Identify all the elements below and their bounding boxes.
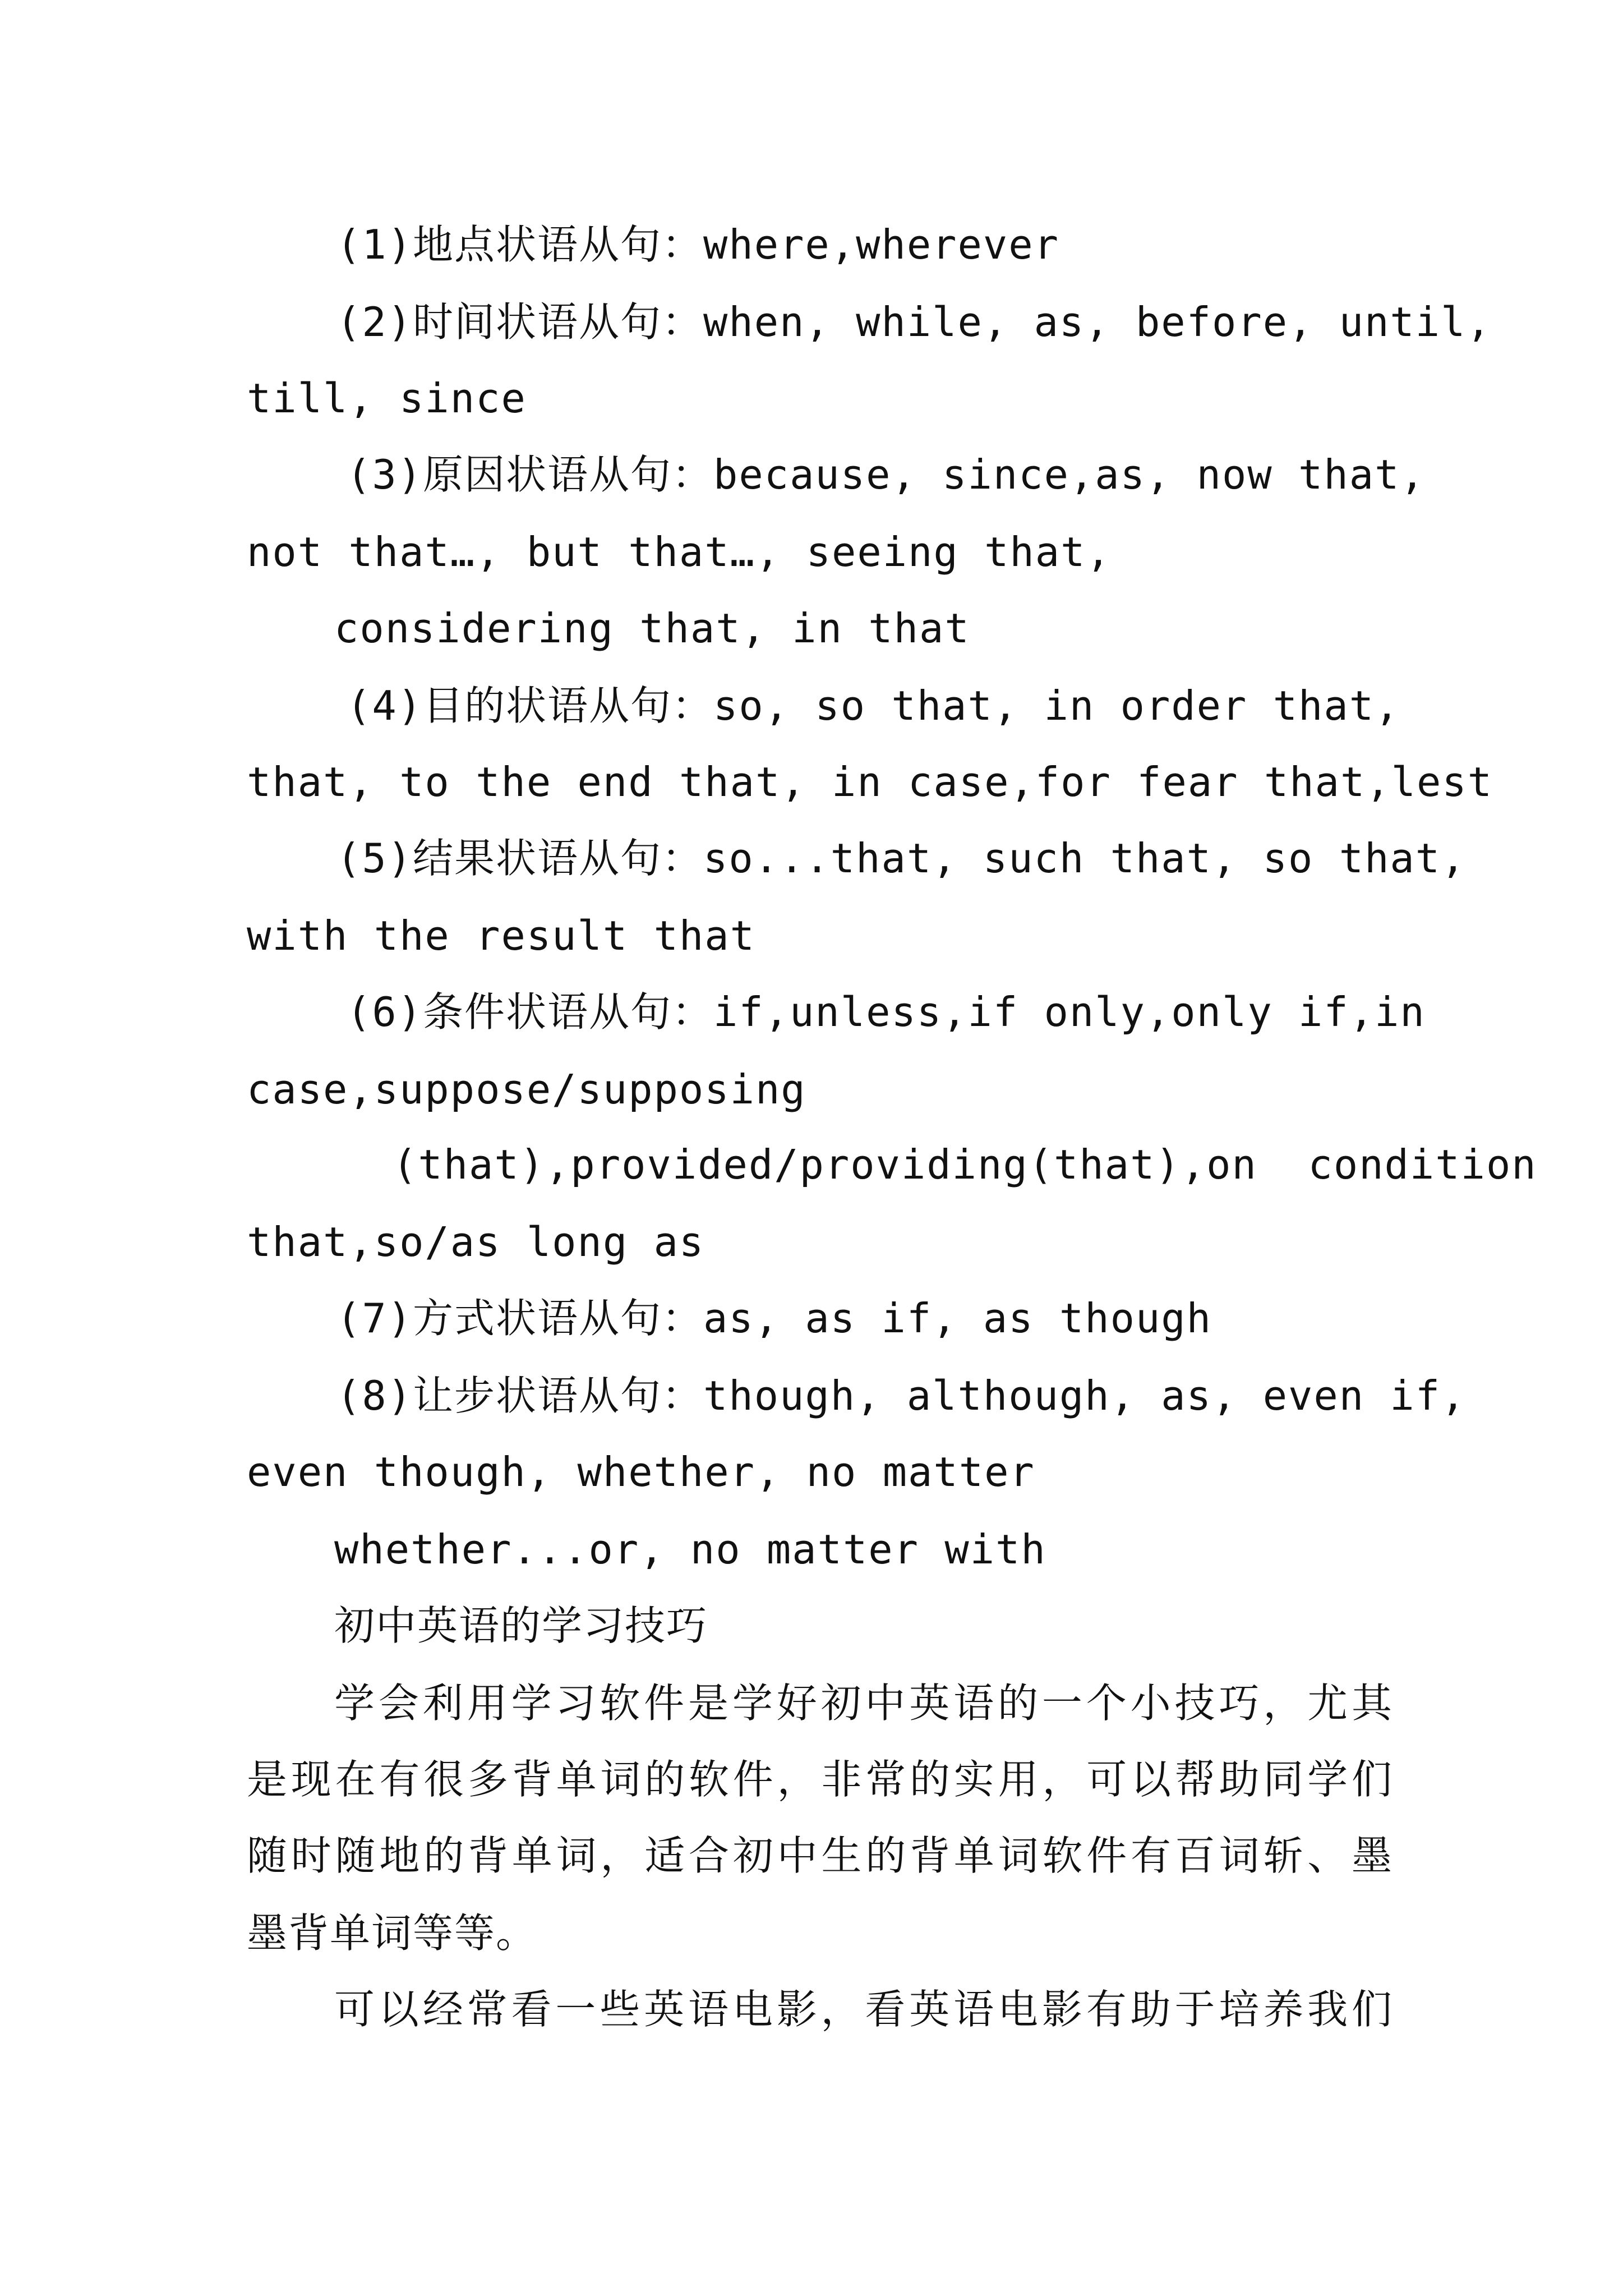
text-line: considering that, in that xyxy=(334,605,970,652)
text-line: (7)方式状语从句：as, as if, as though xyxy=(336,1295,1212,1342)
text-line: 墨背单词等等。 xyxy=(247,1910,538,1957)
text-line: case,suppose/supposing xyxy=(247,1066,806,1113)
text-line: till, since xyxy=(247,375,527,422)
text-line: (1)地点状语从句：where,wherever xyxy=(336,221,1059,268)
text-line: (4)目的状语从句：so, so that, in order that, xyxy=(347,682,1400,729)
text-line: (2)时间状语从句：when, while, as, before, until, xyxy=(336,298,1492,346)
text-line: 随时随地的背单词，适合初中生的背单词软件有百词斩、墨 xyxy=(247,1832,1393,1879)
text-line: (3)原因状语从句：because, since,as, now that, xyxy=(347,451,1426,498)
section-heading: 初中英语的学习技巧 xyxy=(334,1602,708,1649)
text-line: even though, whether, no matter xyxy=(247,1448,1035,1496)
text-line: (8)让步状语从句：though, although, as, even if, xyxy=(336,1372,1467,1419)
text-line: 学会利用学习软件是学好初中英语的一个小技巧，尤其 xyxy=(334,1680,1393,1727)
text-line: not that…, but that…, seeing that, xyxy=(247,528,1112,576)
text-line: with the result that xyxy=(247,912,755,959)
text-line: that,so/as long as xyxy=(247,1218,705,1266)
text-line: whether...or, no matter with xyxy=(334,1526,1046,1573)
text-line: (6)条件状语从句：if,unless,if only,only if,in xyxy=(347,988,1426,1036)
text-line: 可以经常看一些英语电影，看英语电影有助于培养我们 xyxy=(334,1986,1393,2033)
text-line: that, to the end that, in case,for fear that,lest xyxy=(247,758,1493,806)
text-line: 是现在有很多背单词的软件，非常的实用，可以帮助同学们 xyxy=(247,1756,1393,1803)
text-line: (that),provided/providing(that),on condition xyxy=(393,1141,1537,1188)
text-line: (5)结果状语从句：so...that, such that, so that, xyxy=(336,835,1467,882)
